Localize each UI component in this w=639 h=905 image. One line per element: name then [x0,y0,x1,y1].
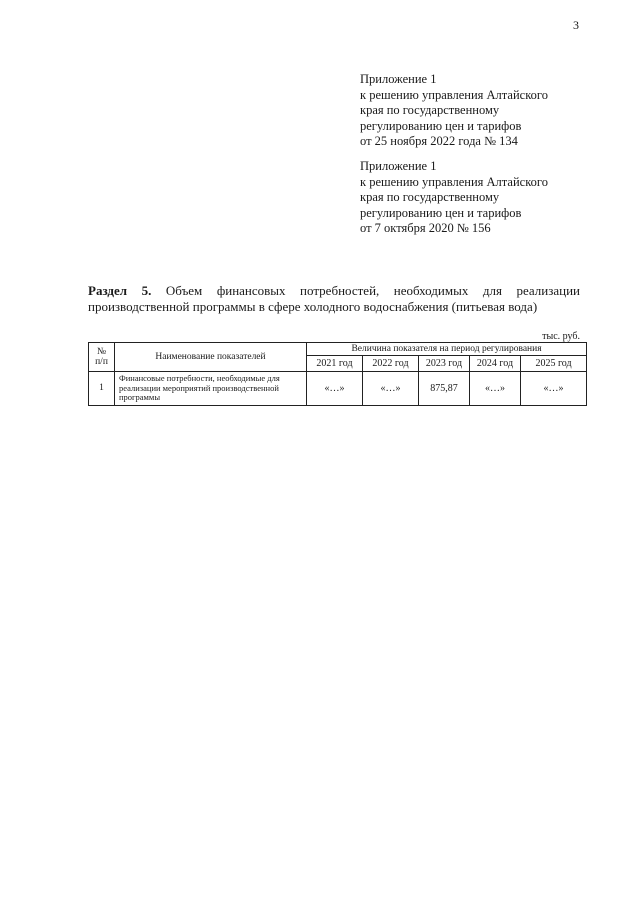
row-value: 875,87 [419,372,470,406]
row-value: «…» [470,372,521,406]
table-units: тыс. руб. [542,331,580,342]
header-year: 2023 год [419,356,470,372]
row-value: «…» [307,372,363,406]
table-row [89,372,587,406]
section-text: Объем финансовых потребностей, необходимых для реализации производственной программы в сфере холодного водоснабжения (питьевая вода) [88,283,580,314]
annex-line: к решению управления Алтайского [360,87,548,102]
annex-line: к решению управления Алтайского [360,174,548,189]
annex-line: Приложение 1 [360,72,437,86]
header-year: 2024 год [470,356,521,372]
header-year: 2025 год [521,356,587,372]
header-year: 2021 год [307,356,363,372]
annex-line: от 7 октября 2020 № 156 [360,221,491,235]
annex-line: Приложение 1 [360,159,437,173]
row-value: «…» [363,372,419,406]
section-title [88,283,580,315]
row-value: «…» [521,372,587,406]
annex-line: регулированию цен и тарифов [360,205,522,220]
annex-line: края по государственному [360,103,500,117]
header-period: Величина показателя на период регулирования [307,343,587,356]
header-year: 2022 год [363,356,419,372]
annex-line: от 25 ноября 2022 года № 134 [360,134,518,148]
header-name: Наименование показателей [115,343,307,372]
annex-line: регулированию цен и тарифов [360,118,522,133]
page-number: 3 [573,18,579,32]
header-number: № п/п [89,343,115,372]
section-label: Раздел 5. [88,283,152,298]
annex-original-header [360,159,548,237]
row-number: 1 [89,372,115,406]
indicators-table [88,342,587,406]
annex-line: края по государственному [360,190,500,204]
row-name: Финансовые потребности, необходимые для реализации мероприятий производственной программы [115,372,307,406]
annex-current-header [360,72,548,150]
